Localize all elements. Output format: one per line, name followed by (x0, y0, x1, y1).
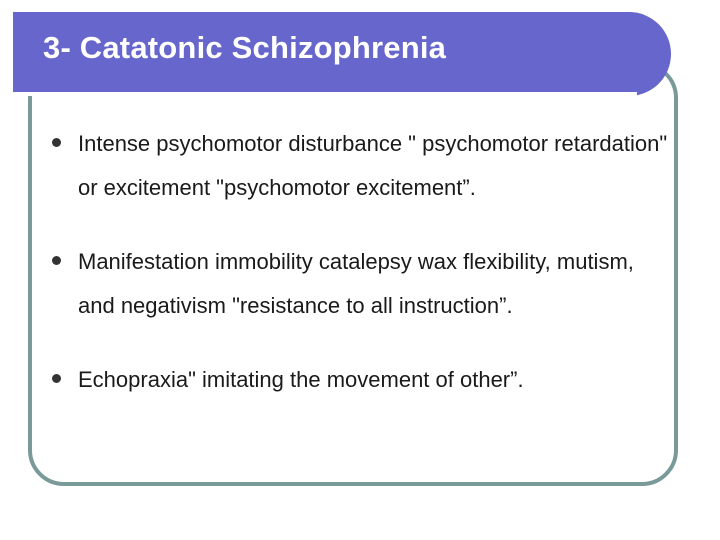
title-underline (13, 92, 637, 96)
bullet-text: Echopraxia" imitating the movement of other”. (78, 367, 524, 392)
bullet-dot-icon (52, 256, 61, 265)
bullet-text: Manifestation immobility catalepsy wax flexibility, mutism, and negativism "resistance to all instruction”. (78, 249, 634, 318)
bullet-dot-icon (52, 138, 61, 147)
bullet-text: Intense psychomotor disturbance " psychomotor retardation" or excitement "psychomotor excitement”. (78, 131, 668, 200)
bullet-dot-icon (52, 374, 61, 383)
slide-title: 3- Catatonic Schizophrenia (43, 30, 447, 65)
bullet-item (50, 358, 670, 402)
bullet-item (50, 240, 670, 328)
title-bar (13, 12, 671, 96)
bullet-list (50, 122, 670, 432)
bullet-item (50, 122, 670, 210)
